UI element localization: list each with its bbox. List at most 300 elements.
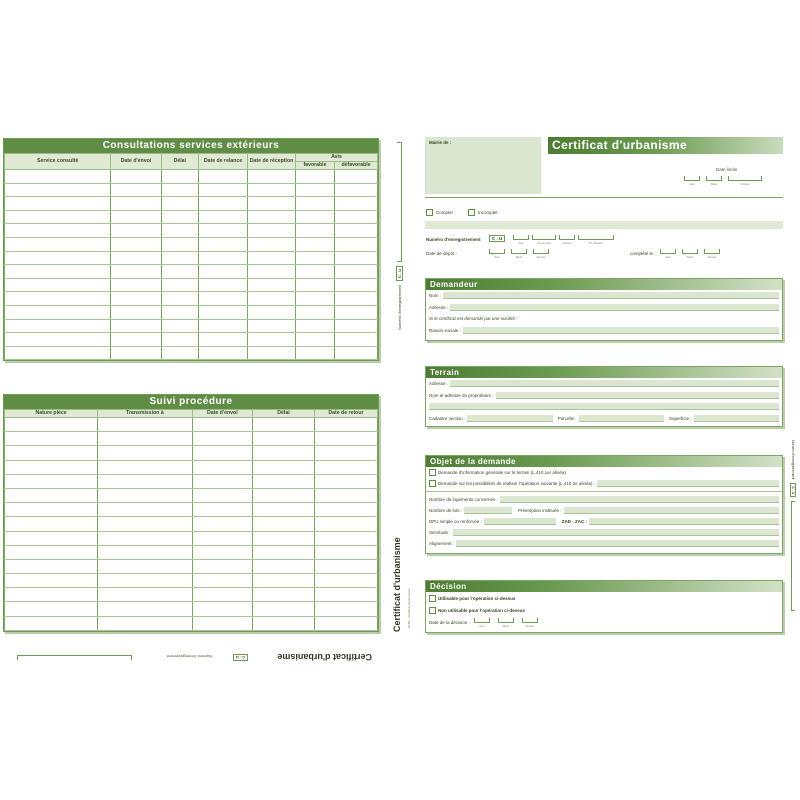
suivi-cell[interactable] <box>98 602 192 616</box>
consultations-cell[interactable] <box>5 265 111 279</box>
consultations-cell[interactable] <box>335 292 378 306</box>
numero-commune[interactable]: Commune <box>532 235 556 240</box>
suivi-cell[interactable] <box>314 545 377 559</box>
consultations-cell[interactable] <box>248 210 296 224</box>
adresse-field[interactable] <box>450 304 779 311</box>
consultations-cell[interactable] <box>111 210 161 224</box>
raison-sociale-field[interactable] <box>463 327 779 334</box>
incomplet-label: Incomplet <box>478 210 498 215</box>
cadastre-label: Cadastre section : <box>429 415 466 421</box>
suivi-cell[interactable] <box>253 545 315 559</box>
consultations-cell[interactable] <box>335 237 378 251</box>
suivi-cell[interactable] <box>192 446 252 460</box>
suivi-cell[interactable] <box>253 432 315 446</box>
consultations-cell[interactable] <box>248 183 296 197</box>
suivi-cell[interactable] <box>192 545 252 559</box>
consultations-cell[interactable] <box>198 251 247 265</box>
col-service-consulte: Service consulté <box>5 154 111 170</box>
col-defavorable: défavorable <box>335 162 378 170</box>
suivi-row <box>5 574 378 588</box>
consultations-cell[interactable] <box>198 237 247 251</box>
consultations-cell[interactable] <box>198 305 247 319</box>
suivi-row <box>5 559 378 573</box>
suivi-cell[interactable] <box>253 418 315 432</box>
consultations-cell[interactable] <box>111 224 161 238</box>
objet-option2-label: Demande sur les possibilités de réaliser l'opération suivante (L.410 2e alinéa) : <box>438 481 595 486</box>
suivi-cell[interactable] <box>314 574 377 588</box>
consultations-cell[interactable] <box>111 292 161 306</box>
flipped-footer <box>8 648 380 664</box>
suivi-cell[interactable] <box>5 460 98 474</box>
decision-jour[interactable]: Jour <box>474 618 490 623</box>
depot-annee[interactable]: Année <box>533 249 549 254</box>
suivi-row <box>5 503 378 517</box>
consultations-row <box>5 319 378 333</box>
consultations-cell[interactable] <box>111 305 161 319</box>
suivi-cell[interactable] <box>314 488 377 502</box>
consultations-cell[interactable] <box>111 197 161 211</box>
flipped-title: Certificat d'urbanisme <box>277 652 372 662</box>
complete-le-label: complété le : <box>630 251 656 256</box>
decision-mois[interactable]: Mois <box>498 618 514 623</box>
consultations-cell[interactable] <box>5 319 111 333</box>
col-date-envoi: Date d'envoi <box>192 410 252 418</box>
alignement-field[interactable] <box>456 540 779 547</box>
complete-le-mois[interactable]: Mois <box>682 249 698 254</box>
consultations-row <box>5 292 378 306</box>
suivi-cell[interactable] <box>5 574 98 588</box>
consultations-row <box>5 251 378 265</box>
consultations-cell[interactable] <box>198 333 247 347</box>
numero-dossier[interactable]: N° dossier <box>578 235 614 240</box>
suivi-cell[interactable] <box>253 460 315 474</box>
consultations-cell[interactable] <box>198 319 247 333</box>
col-favorable: favorable <box>295 162 334 170</box>
consultations-cell[interactable] <box>161 292 198 306</box>
parcelle-field[interactable] <box>579 415 664 422</box>
consultations-cell[interactable] <box>198 183 247 197</box>
consultations-cell[interactable] <box>198 265 247 279</box>
suivi-row <box>5 517 378 531</box>
col-date-reception: Date de réception <box>248 154 296 170</box>
suivi-cell[interactable] <box>192 488 252 502</box>
suivi-cell[interactable] <box>253 531 315 545</box>
consultations-row <box>5 265 378 279</box>
consultations-cell[interactable] <box>295 237 334 251</box>
nom-field[interactable] <box>443 292 779 299</box>
objet-option1-label: Demande d'information générale sur le terrain (L.410 1er alinéa) <box>438 470 566 475</box>
consultations-cell[interactable] <box>161 183 198 197</box>
consultations-cell[interactable] <box>335 251 378 265</box>
flipped-number-ticks <box>17 655 132 660</box>
consultations-cell[interactable] <box>111 278 161 292</box>
consultations-cell[interactable] <box>161 346 198 360</box>
mairie-box[interactable] <box>425 137 541 194</box>
suivi-cell[interactable] <box>192 418 252 432</box>
suivi-cell[interactable] <box>98 418 192 432</box>
decision-title: Décision <box>426 581 782 592</box>
preemption-field[interactable] <box>564 507 779 514</box>
suivi-title: Suivi procédure <box>4 395 378 409</box>
consultations-cell[interactable] <box>295 197 334 211</box>
divider <box>425 197 783 198</box>
suivi-cell[interactable] <box>314 602 377 616</box>
shaded-band <box>425 221 783 229</box>
complet-option[interactable] <box>426 209 453 216</box>
alignement-label: Alignement : <box>429 541 455 546</box>
suivi-cell[interactable] <box>314 616 377 630</box>
cadastre-field[interactable] <box>467 415 552 422</box>
consultations-cell[interactable] <box>295 346 334 360</box>
depot-fields[interactable] <box>489 249 549 259</box>
depot-jour[interactable]: Jour <box>489 249 505 254</box>
suivi-cell[interactable] <box>98 446 192 460</box>
suivi-cell[interactable] <box>5 545 98 559</box>
suivi-row <box>5 488 378 502</box>
consultations-cell[interactable] <box>248 224 296 238</box>
suivi-cell[interactable] <box>253 559 315 573</box>
suivi-cell[interactable] <box>98 531 192 545</box>
consultations-cell[interactable] <box>248 237 296 251</box>
dpu-label: DPU simple ou renforcée : <box>429 519 482 524</box>
objet-option2-checkbox[interactable] <box>429 480 436 487</box>
numero-annee[interactable]: Année <box>559 235 575 240</box>
consultations-row <box>5 224 378 238</box>
numero-dpt[interactable]: Dpt <box>513 235 529 240</box>
suivi-cell[interactable] <box>5 588 98 602</box>
suivi-cell[interactable] <box>192 616 252 630</box>
consultations-cell[interactable] <box>161 197 198 211</box>
consultations-table <box>3 138 379 361</box>
suivi-cell[interactable] <box>5 418 98 432</box>
consultations-cell[interactable] <box>111 251 161 265</box>
consultations-cell[interactable] <box>111 319 161 333</box>
consultations-cell[interactable] <box>5 210 111 224</box>
suivi-cell[interactable] <box>253 446 315 460</box>
suivi-cell[interactable] <box>253 602 315 616</box>
decision-option2-checkbox[interactable] <box>429 607 436 614</box>
suivi-cell[interactable] <box>98 559 192 573</box>
logements-row <box>426 494 782 505</box>
consultations-cell[interactable] <box>335 278 378 292</box>
consultations-cell[interactable] <box>335 210 378 224</box>
superficie-field[interactable] <box>694 415 779 422</box>
suivi-cell[interactable] <box>192 474 252 488</box>
consultations-cell[interactable] <box>198 224 247 238</box>
suivi-cell[interactable] <box>98 616 192 630</box>
complete-le-jour[interactable]: Jour <box>660 249 676 254</box>
suivi-cell[interactable] <box>192 503 252 517</box>
zad-label: ZAD - ZAC : <box>561 519 588 524</box>
suivi-cell[interactable] <box>192 460 252 474</box>
consultations-cell[interactable] <box>335 319 378 333</box>
consultations-cell[interactable] <box>198 210 247 224</box>
consultations-cell[interactable] <box>198 278 247 292</box>
terrain-adresse-label: Adresse : <box>429 381 449 387</box>
suivi-cell[interactable] <box>98 503 192 517</box>
consultations-cell[interactable] <box>295 251 334 265</box>
consultations-cell[interactable] <box>161 224 198 238</box>
suivi-cell[interactable] <box>192 559 252 573</box>
consultations-cell[interactable] <box>295 170 334 184</box>
suivi-cell[interactable] <box>314 474 377 488</box>
suivi-cell[interactable] <box>5 488 98 502</box>
objet-option1-row[interactable] <box>426 467 782 478</box>
spine-numero <box>396 142 403 330</box>
suivi-cell[interactable] <box>253 474 315 488</box>
objet-section <box>425 455 783 554</box>
consultations-cell[interactable] <box>295 183 334 197</box>
numero-fields[interactable] <box>513 235 614 245</box>
consultations-cell[interactable] <box>5 224 111 238</box>
cadastre-row <box>426 413 782 425</box>
consultations-cell[interactable] <box>5 278 111 292</box>
lots-label: Nombre de lots : <box>429 508 463 513</box>
suivi-cell[interactable] <box>314 432 377 446</box>
suivi-cell[interactable] <box>98 488 192 502</box>
suivi-cell[interactable] <box>253 616 315 630</box>
consultations-cell[interactable] <box>248 251 296 265</box>
consultations-cell[interactable] <box>5 183 111 197</box>
suivi-cell[interactable] <box>314 588 377 602</box>
col-avis: Avis <box>295 154 377 162</box>
decision-annee[interactable]: Année <box>522 618 538 623</box>
lots-field[interactable] <box>464 507 512 514</box>
consultations-cell[interactable] <box>161 319 198 333</box>
consultations-cell[interactable] <box>5 237 111 251</box>
consultations-cell[interactable] <box>295 278 334 292</box>
consultations-cell[interactable] <box>335 224 378 238</box>
suivi-cell[interactable] <box>314 559 377 573</box>
consultations-cell[interactable] <box>161 237 198 251</box>
date-limite-label: Date limite <box>716 167 738 172</box>
consultations-cell[interactable] <box>111 346 161 360</box>
suivi-cell[interactable] <box>192 574 252 588</box>
consultations-row <box>5 197 378 211</box>
consultations-cell[interactable] <box>111 170 161 184</box>
suivi-cell[interactable] <box>253 503 315 517</box>
consultations-cell[interactable] <box>198 197 247 211</box>
consultations-cell[interactable] <box>248 278 296 292</box>
suivi-cell[interactable] <box>192 517 252 531</box>
consultations-row <box>5 333 378 347</box>
suivi-cell[interactable] <box>253 488 315 502</box>
suivi-body <box>5 418 378 631</box>
adresse-label: Adresse : <box>429 304 449 310</box>
consultations-cell[interactable] <box>5 170 111 184</box>
complete-le-annee[interactable]: Année <box>704 249 720 254</box>
consultations-cell[interactable] <box>5 333 111 347</box>
lots-row <box>426 505 782 516</box>
consultations-cell[interactable] <box>161 305 198 319</box>
suivi-cell[interactable] <box>98 460 192 474</box>
col-date-envoi: Date d'envoi <box>111 154 161 170</box>
suivi-cell[interactable] <box>5 503 98 517</box>
numero-label: Numéro d'enregistrement <box>426 237 481 242</box>
suivi-cell[interactable] <box>5 559 98 573</box>
consultations-cell[interactable] <box>248 333 296 347</box>
suivi-row <box>5 545 378 559</box>
consultations-cell[interactable] <box>161 265 198 279</box>
proprietaire-row-2 <box>426 401 782 413</box>
consultations-cell[interactable] <box>248 197 296 211</box>
consultations-cell[interactable] <box>198 346 247 360</box>
decision-option1-checkbox[interactable] <box>429 595 436 602</box>
complete-le-fields[interactable] <box>660 249 720 259</box>
dpu-field[interactable] <box>484 518 556 525</box>
suivi-cell[interactable] <box>314 503 377 517</box>
alignement-row <box>426 538 782 549</box>
consultations-cell[interactable] <box>295 333 334 347</box>
decision-option2-label: Non utilisable pour l'opération ci-dessus <box>438 607 525 613</box>
consultations-cell[interactable] <box>248 292 296 306</box>
consultations-cell[interactable] <box>161 278 198 292</box>
proprietaire-field[interactable] <box>496 392 779 399</box>
flipped-numero-label: Numéro d'enregistrement <box>166 654 212 659</box>
suivi-cell[interactable] <box>98 574 192 588</box>
suivi-cell[interactable] <box>98 474 192 488</box>
suivi-cell[interactable] <box>192 602 252 616</box>
decision-date-label: Date de la décision : <box>429 619 470 625</box>
consultations-cell[interactable] <box>5 346 111 360</box>
consultations-cell[interactable] <box>335 305 378 319</box>
decision-option1-row[interactable] <box>426 592 782 604</box>
consultations-cell[interactable] <box>248 346 296 360</box>
suivi-cell[interactable] <box>98 517 192 531</box>
consultations-row <box>5 346 378 360</box>
proprietaire-row <box>426 390 782 402</box>
suivi-row <box>5 460 378 474</box>
suivi-cell[interactable] <box>314 446 377 460</box>
servitude-field[interactable] <box>453 529 779 536</box>
raison-sociale-row <box>426 325 782 337</box>
suivi-cell[interactable] <box>192 531 252 545</box>
demandeur-section <box>425 278 783 341</box>
suivi-cell[interactable] <box>98 588 192 602</box>
suivi-procedure-table <box>3 394 379 632</box>
consultations-cell[interactable] <box>295 292 334 306</box>
terrain-adresse-field[interactable] <box>450 380 779 387</box>
consultations-cell[interactable] <box>335 170 378 184</box>
consultations-cell[interactable] <box>248 319 296 333</box>
consultations-row <box>5 237 378 251</box>
consultations-cell[interactable] <box>335 333 378 347</box>
consultations-cell[interactable] <box>161 333 198 347</box>
terrain-section <box>425 366 783 427</box>
col-date-retour: Date de retour <box>314 410 377 418</box>
consultations-cell[interactable] <box>161 251 198 265</box>
consultations-cell[interactable] <box>295 210 334 224</box>
consultations-cell[interactable] <box>111 265 161 279</box>
consultations-cell[interactable] <box>248 265 296 279</box>
incomplet-option[interactable] <box>468 209 498 216</box>
decision-option2-row[interactable] <box>426 604 782 616</box>
consultations-cell[interactable] <box>295 224 334 238</box>
consultations-cell[interactable] <box>335 183 378 197</box>
suivi-cell[interactable] <box>98 545 192 559</box>
consultations-title: Consultations services extérieurs <box>4 139 378 153</box>
consultations-cell[interactable] <box>5 305 111 319</box>
logements-field[interactable] <box>500 496 779 503</box>
complet-checkbox[interactable] <box>426 209 433 216</box>
suivi-cell[interactable] <box>5 531 98 545</box>
consultations-cell[interactable] <box>335 346 378 360</box>
consultations-cell[interactable] <box>295 265 334 279</box>
servitude-row <box>426 527 782 538</box>
logements-label: Nombre de logements concernés : <box>429 497 498 502</box>
consultations-cell[interactable] <box>335 197 378 211</box>
consultations-cell[interactable] <box>161 170 198 184</box>
date-limite-mois[interactable]: Mois <box>706 176 722 181</box>
consultations-cell[interactable] <box>295 319 334 333</box>
mairie-label: Mairie de : <box>429 140 452 145</box>
consultations-cell[interactable] <box>5 251 111 265</box>
consultations-row <box>5 210 378 224</box>
suivi-row <box>5 474 378 488</box>
suivi-cell[interactable] <box>5 446 98 460</box>
consultations-cell[interactable] <box>295 305 334 319</box>
zad-field[interactable] <box>589 518 779 525</box>
consultations-cell[interactable] <box>248 170 296 184</box>
consultations-cell[interactable] <box>5 197 111 211</box>
objet-option2-field[interactable] <box>597 480 779 487</box>
suivi-cell[interactable] <box>253 588 315 602</box>
servitude-label: Servitude : <box>429 530 451 535</box>
suivi-cell[interactable] <box>253 574 315 588</box>
consultations-cell[interactable] <box>111 183 161 197</box>
suivi-cell[interactable] <box>314 517 377 531</box>
date-limite-jour[interactable]: Jour <box>684 176 700 181</box>
suivi-cell[interactable] <box>5 474 98 488</box>
consultations-cell[interactable] <box>248 305 296 319</box>
objet-option1-checkbox[interactable] <box>429 469 436 476</box>
consultations-row <box>5 170 378 184</box>
suivi-cell[interactable] <box>314 460 377 474</box>
suivi-row <box>5 418 378 432</box>
consultations-cell[interactable] <box>335 265 378 279</box>
suivi-cell[interactable] <box>5 616 98 630</box>
consultations-cell[interactable] <box>198 292 247 306</box>
incomplet-checkbox[interactable] <box>468 209 475 216</box>
suivi-cell[interactable] <box>253 517 315 531</box>
decision-date-fields[interactable] <box>474 618 538 628</box>
objet-option2-row[interactable] <box>426 478 782 489</box>
suivi-cell[interactable] <box>192 588 252 602</box>
suivi-row <box>5 446 378 460</box>
suivi-cell[interactable] <box>192 432 252 446</box>
spine-cu-code: C . U <box>396 266 403 281</box>
suivi-cell[interactable] <box>314 531 377 545</box>
consultations-cell[interactable] <box>111 333 161 347</box>
suivi-cell[interactable] <box>314 418 377 432</box>
suivi-cell[interactable] <box>5 517 98 531</box>
consultations-cell[interactable] <box>111 237 161 251</box>
consultations-cell[interactable] <box>198 170 247 184</box>
date-limite-annee[interactable]: Année <box>728 176 762 181</box>
date-limite-fields[interactable] <box>684 176 762 186</box>
depot-mois[interactable]: Mois <box>511 249 527 254</box>
suivi-cell[interactable] <box>5 602 98 616</box>
consultations-cell[interactable] <box>5 292 111 306</box>
consultations-cell[interactable] <box>161 210 198 224</box>
suivi-cell[interactable] <box>5 432 98 446</box>
nom-label: Nom : <box>429 293 442 299</box>
dpu-row <box>426 516 782 527</box>
numero-cu-code: C . U <box>489 235 505 242</box>
proprietaire-field-2[interactable] <box>429 403 779 410</box>
suivi-cell[interactable] <box>98 432 192 446</box>
col-nature-piece: Nature pièce <box>5 410 98 418</box>
